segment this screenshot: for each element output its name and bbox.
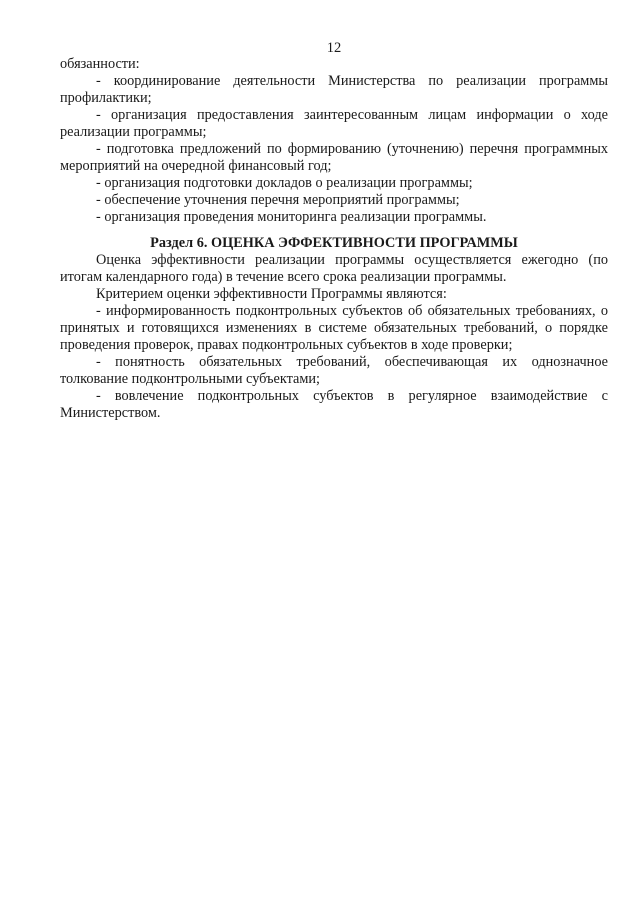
list-item: - информированность подконтрольных субъектов об обязательных требованиях, о принятых и готовящихся изменениях в системе обязательных требований, о порядке проведения проверок, правах подконтрольных субъектов в ходе проверки;: [60, 303, 608, 353]
document-body: [60, 56, 608, 422]
list-item: - организация подготовки докладов о реализации программы;: [96, 175, 473, 191]
section-heading: Раздел 6. ОЦЕНКА ЭФФЕКТИВНОСТИ ПРОГРАММЫ: [150, 235, 518, 251]
paragraph: Критерием оценки эффективности Программы являются:: [96, 286, 447, 302]
list-item: - подготовка предложений по формированию (уточнению) перечня программных мероприятий на очередной финансовый год;: [60, 141, 608, 174]
list-item: - обеспечение уточнения перечня мероприятий программы;: [96, 192, 460, 208]
list-item: - понятность обязательных требований, обеспечивающая их однозначное толкование подконтрольными субъектами;: [60, 354, 608, 387]
list-item: - координирование деятельности Министерства по реализации программы профилактики;: [60, 73, 608, 106]
list-item: - организация предоставления заинтересованным лицам информации о ходе реализации программы;: [60, 107, 608, 140]
page-number: 12: [326, 40, 342, 56]
paragraph: Оценка эффективности реализации программы осуществляется ежегодно (по итогам календарного года) в течение всего срока реализации программы.: [60, 252, 608, 285]
list-item: - организация проведения мониторинга реализации программы.: [96, 209, 487, 225]
list-lead: обязанности:: [60, 56, 140, 72]
list-item: - вовлечение подконтрольных субъектов в регулярное взаимодействие с Министерством.: [60, 388, 608, 421]
